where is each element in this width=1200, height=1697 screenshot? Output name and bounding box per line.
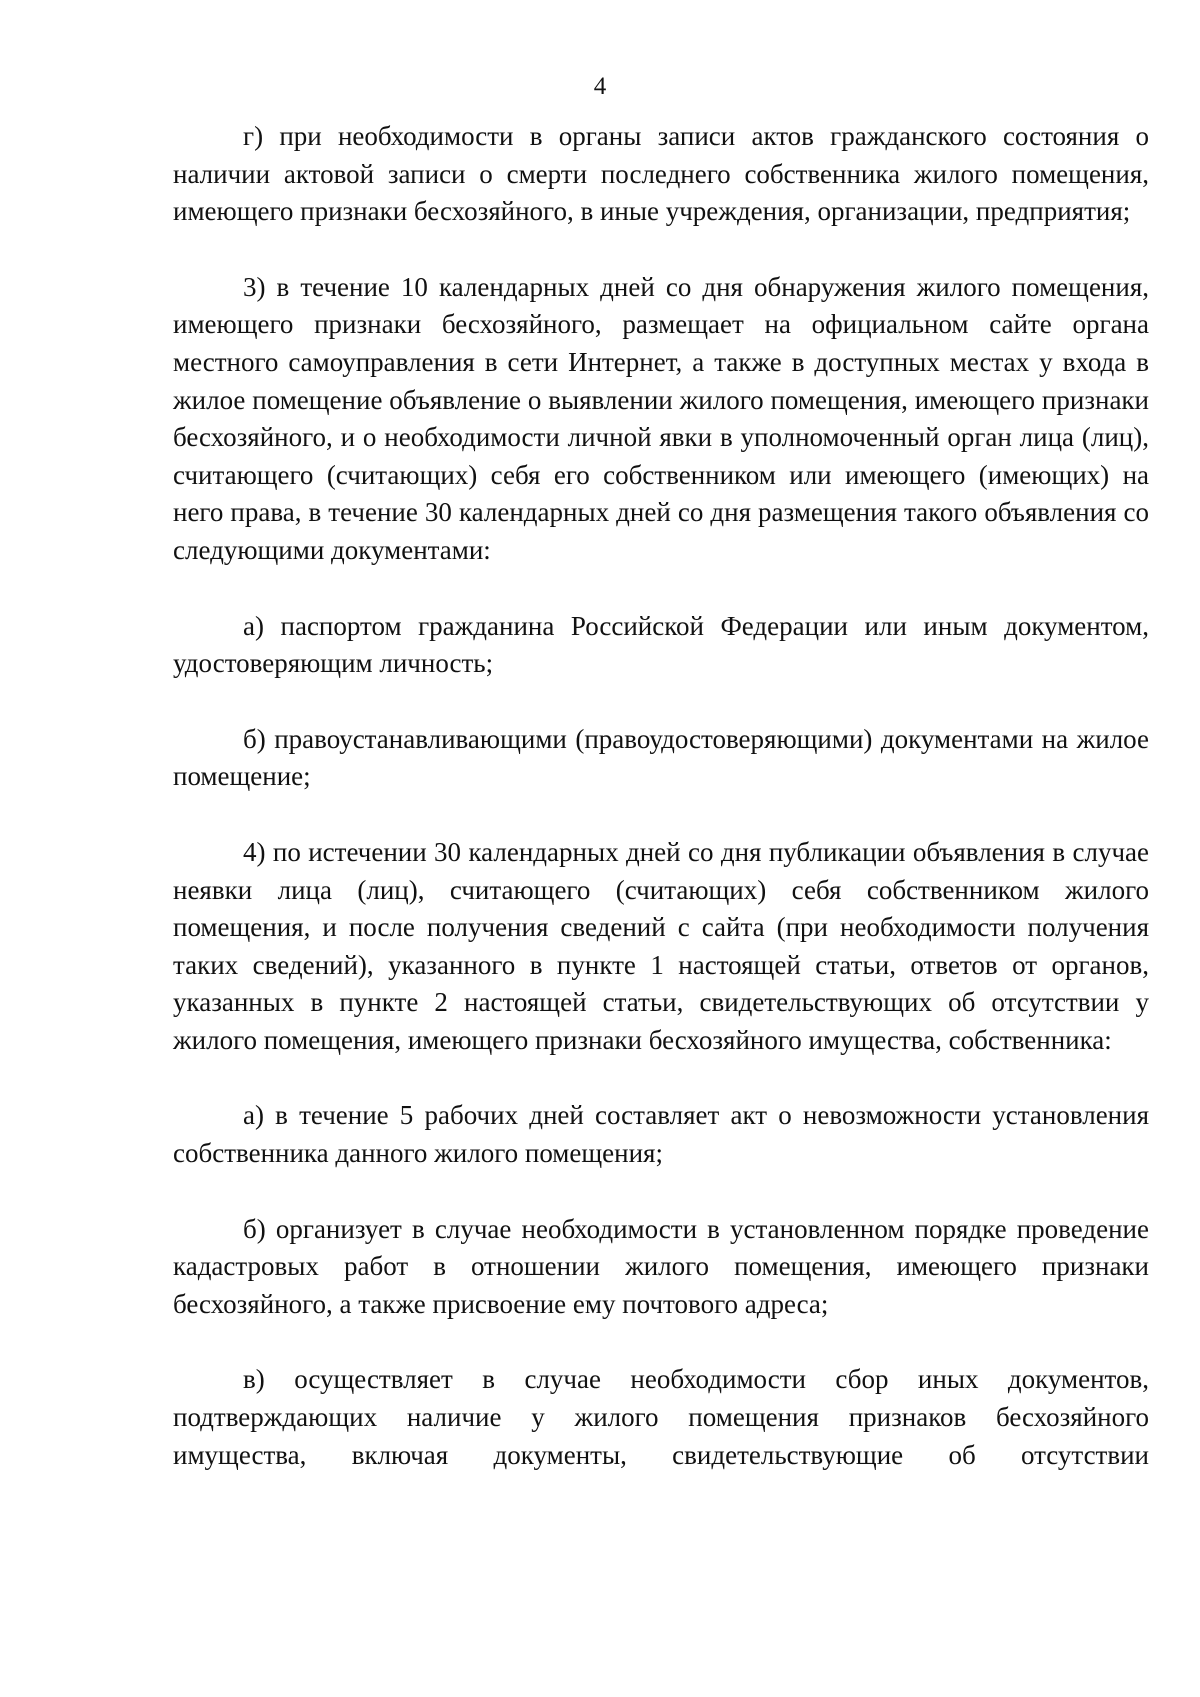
paragraph-b-cadastral-works: б) организует в случае необходимости в установленном порядке проведение кадастровых работ в отношении жилого помещения, имеющего признаки бесхозяйного, а также присвоение ему почтового адреса; <box>173 1213 1149 1319</box>
paragraph-v-other-documents: в) осуществляет в случае необходимости сбор иных документов, подтверждающих наличие у жилого помещения признаков бесхозяйного имущества, включая документы, свидетельствующие об отсутствии <box>173 1364 1149 1470</box>
paragraph-g-registry-offices: г) при необходимости в органы записи актов гражданского состояния о наличии актовой записи о смерти последнего собственника жилого помещения, имеющего признаки бесхозяйного, в иные учреждения, организации, предприятия; <box>173 121 1149 227</box>
paragraph-a-act: а) в течение 5 рабочих дней составляет акт о невозможности установления собственника данного жилого помещения; <box>173 1100 1149 1169</box>
paragraph-b-title-documents: б) правоустанавливающими (правоудостоверяющими) документами на жилое помещение; <box>173 723 1149 792</box>
document-body <box>173 118 1149 1474</box>
paragraph-3-announcement: 3) в течение 10 календарных дней со дня обнаружения жилого помещения, имеющего признаки бесхозяйного, размещает на официальном сайте органа местного самоуправления в сети Интернет, а также в доступных местах у входа в жилое помещение объявление о выявлении жилого помещения, имеющего признаки бесхозяйного, и о необходимости личной явки в уполномоченный орган лица (лиц), считающего (считающих) себя его собственником или имеющего (имеющих) на него права, в течение 30 календарных дней со дня размещения такого объявления со следующими документами: <box>173 271 1149 565</box>
paragraph-4-after-30-days: 4) по истечении 30 календарных дней со дня публикации объявления в случае неявки лица (лиц), считающего (считающих) себя собственником жилого помещения, и после получения сведений с сайта (при необходимости получения таких сведений), указанного в пункте 1 настоящей статьи, ответов от органов, указанных в пункте 2 настоящей статьи, свидетельствующих об отсутствии у жилого помещения, имеющего признаки бесхозяйного имущества, собственника: <box>173 836 1149 1055</box>
paragraph-a-passport: а) паспортом гражданина Российской Федерации или иным документом, удостоверяющим личность; <box>173 610 1149 679</box>
page-number: 4 <box>593 73 607 100</box>
